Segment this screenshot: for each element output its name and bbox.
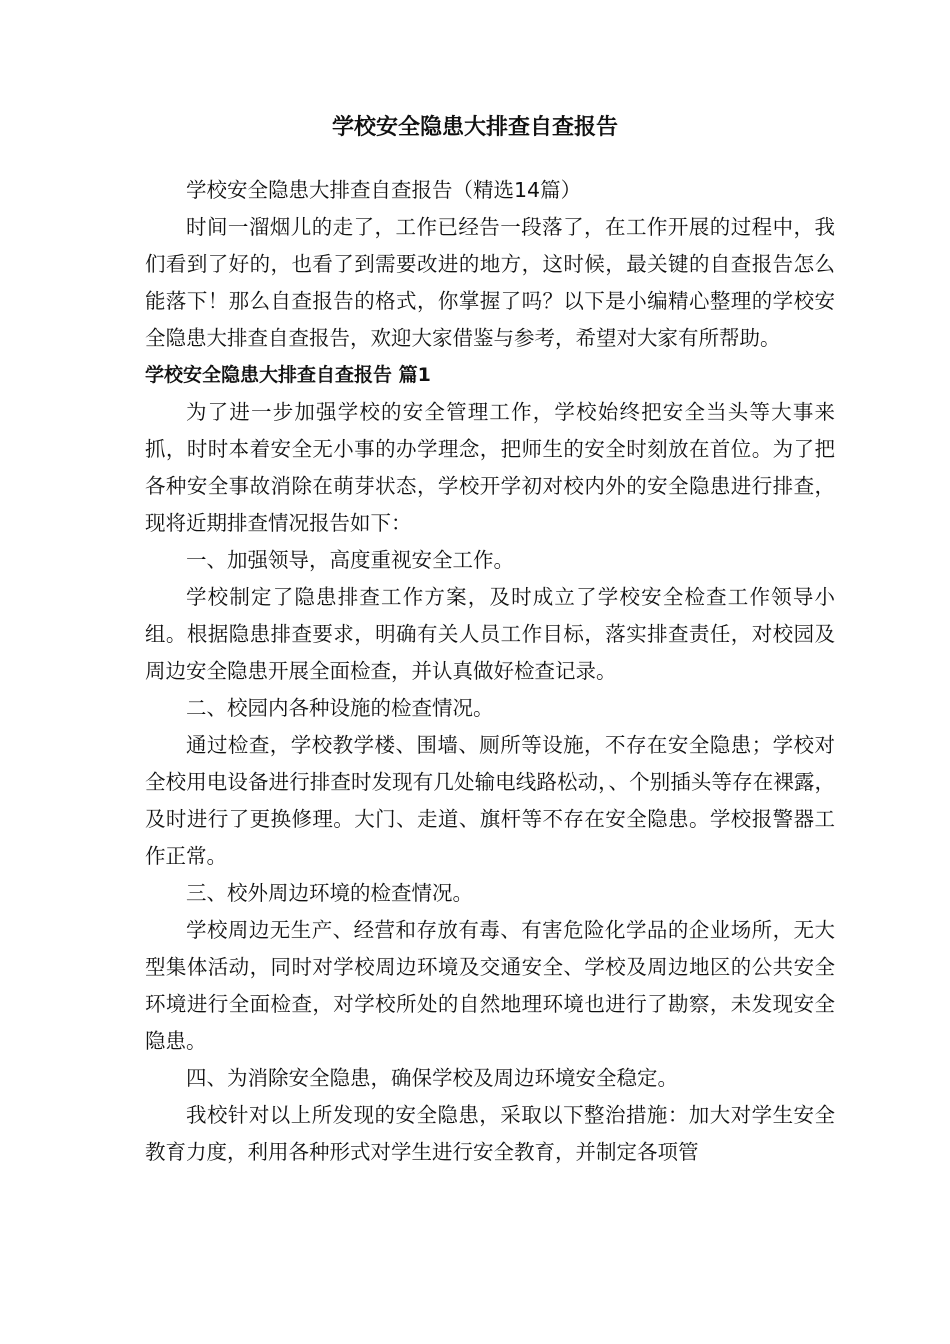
section-heading: 学校安全隐患大排查自查报告 篇1 (145, 364, 431, 386)
body-paragraph: 为了进一步加强学校的安全管理工作，学校始终把安全当头等大事来抓，时时本着安全无小事的办学理念，把师生的安全时刻放在首位。为了把各种安全事故消除在萌芽状态，学校开学初对校内外的安全隐患进行排查，现将近期排查情况报告如下： (145, 400, 835, 535)
subsection-heading: 二、校园内各种设施的检查情况。 (186, 696, 494, 720)
subsection-heading: 四、为消除安全隐患，确保学校及周边环境安全稳定。 (186, 1066, 678, 1090)
body-paragraph: 学校周边无生产、经营和存放有毒、有害危险化学品的企业场所，无大型集体活动，同时对学校周边环境及交通安全、学校及周边地区的公共安全环境进行全面检查，对学校所处的自然地理环境也进行了勘察，未发现安全隐患。 (145, 918, 835, 1053)
subsection-heading: 一、加强领导，高度重视安全工作。 (186, 548, 514, 572)
subsection-heading: 三、校外周边环境的检查情况。 (186, 881, 473, 905)
body-paragraph: 学校制定了隐患排查工作方案，及时成立了学校安全检查工作领导小组。根据隐患排查要求，明确有关人员工作目标，落实排查责任，对校园及周边安全隐患开展全面检查，并认真做好检查记录。 (145, 585, 835, 683)
body-paragraph: 我校针对以上所发现的安全隐患，采取以下整治措施：加大对学生安全教育力度，利用各种形式对学生进行安全教育，并制定各项管 (145, 1103, 835, 1164)
intro-paragraph: 时间一溜烟儿的走了，工作已经告一段落了，在工作开展的过程中，我们看到了好的，也看了到需要改进的地方，这时候，最关键的自查报告怎么能落下！那么自查报告的格式，你掌握了吗？以下是小编精心整理的学校安全隐患大排查自查报告，欢迎大家借鉴与参考，希望对大家有所帮助。 (145, 215, 835, 350)
document-body (145, 172, 835, 1171)
intro-subtitle-paragraph: 学校安全隐患大排查自查报告（精选14篇） (186, 178, 582, 202)
body-paragraph: 通过检查，学校教学楼、围墙、厕所等设施，不存在安全隐患；学校对全校用电设备进行排查时发现有几处输电线路松动，、个别插头等存在裸露，及时进行了更换修理。大门、走道、旗杆等不存在安全隐患。学校报警器工作正常。 (145, 733, 835, 868)
document-title: 学校安全隐患大排查自查报告 (331, 115, 618, 140)
